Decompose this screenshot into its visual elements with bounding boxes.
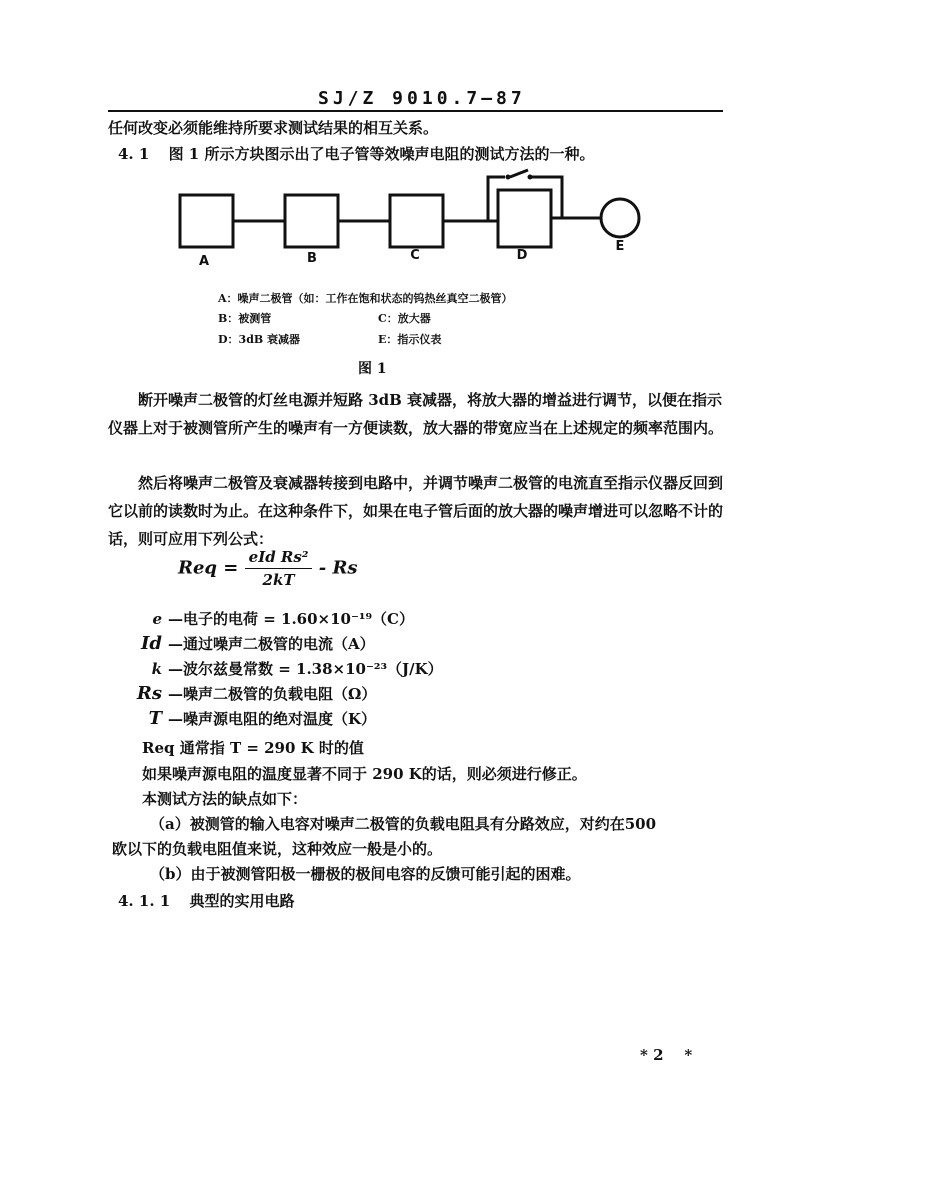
definition-row (122, 658, 443, 679)
formula (178, 548, 358, 589)
definition-symbol: Rs (136, 683, 162, 704)
switch-contact-left (506, 175, 511, 180)
block-diagram (170, 162, 650, 272)
label-d: D (516, 248, 528, 263)
section-number: 4. 1. 1 (118, 892, 171, 910)
section-4-1-1 (118, 890, 294, 911)
block-b (285, 195, 338, 247)
definition-text: —通过噪声二极管的电流（A） (168, 635, 375, 653)
drawback-b: （b）由于被测管阳极一栅极的极间电容的反馈可能引起的困难。 (150, 865, 581, 883)
formula-numerator: eId Rs² (245, 548, 313, 569)
definition-text: —波尔兹曼常数 = 1.38×10⁻²³（J/K） (168, 660, 443, 678)
temperature-note: 如果噪声源电阻的温度显著不同于 290 K的话，则必须进行修正。 (142, 765, 587, 783)
definition-symbol: k (151, 660, 162, 678)
block-d (498, 190, 551, 247)
definition-text: —电子的电荷 = 1.60×10⁻¹⁹（C） (168, 610, 414, 628)
header-rule (108, 110, 723, 112)
bypass-wire-right (532, 177, 562, 218)
legend-c: C：放大器 (378, 312, 431, 325)
formula-tail: - Rs (318, 557, 358, 579)
drawback-a-line2: 欧以下的负载电阻值来说，这种效应一般是小的。 (112, 840, 443, 858)
legend-a: A：噪声二极管（如：工作在饱和状态的钨热丝真空二极管） (218, 292, 513, 305)
definition-text: —噪声源电阻的绝对温度（K） (168, 710, 377, 728)
legend-d: D：3dB 衰减器 (218, 333, 301, 346)
paragraph-2: 然后将噪声二极管及衰减器转接到电路中，并调节噪声二极管的电流直至指示仪器反回到它以前的读数时为止。在这种条件下，如果在电子管后面的放大器的噪声增进可以忽略不计的话，则可应用下列公式： (108, 474, 724, 548)
label-e: E (615, 239, 625, 254)
paragraph-1: 断开噪声二极管的灯丝电源并短路 3dB 衰减器，将放大器的增益进行调节，以便在指示仪器上对于被测管所产生的噪声有一方便读数，放大器的带宽应当在上述规定的频率范围内。 (108, 391, 724, 437)
drawbacks-heading: 本测试方法的缺点如下： (142, 790, 308, 808)
section-text: 典型的实用电路 (189, 892, 295, 910)
section-text: 图 1 所示方块图示出了电子管等效噪声电阻的测试方法的一种。 (168, 145, 595, 163)
label-a: A (198, 254, 210, 269)
definition-symbol: T (148, 708, 162, 729)
block-a (180, 195, 233, 247)
block-c (390, 195, 443, 247)
block-e (601, 199, 639, 237)
section-4-1 (118, 143, 594, 164)
section-number: 4. 1 (118, 145, 150, 163)
definition-symbol: Id (140, 633, 162, 654)
drawback-a-line1: （a）被测管的输入电容对噪声二极管的负载电阻具有分路效应，对约在500 (150, 815, 657, 833)
formula-fraction (245, 548, 313, 589)
switch-contact-right (528, 175, 533, 180)
label-c: C (410, 248, 420, 263)
definition-symbol: e (152, 610, 162, 628)
label-b: B (307, 251, 317, 266)
formula-denominator: 2kT (262, 571, 295, 589)
legend-b: B：被测管 (218, 312, 272, 325)
req-note: Req 通常指 T = 290 K 时的值 (142, 739, 364, 757)
figure-title: 图 1 (358, 361, 387, 377)
formula-equals: = (223, 557, 239, 579)
intro-line: 任何改变必须能维持所要求测试结果的相互关系。 (108, 119, 439, 137)
definition-row (122, 683, 376, 704)
legend-e: E：指示仪表 (378, 333, 442, 346)
formula-lhs: Req (178, 557, 217, 579)
page-number: * 2 * (640, 1046, 693, 1064)
definition-row (122, 708, 376, 729)
bypass-switch (510, 170, 528, 177)
document-code: SJ/Z 9010.7—87 (318, 88, 526, 109)
definition-row (122, 633, 375, 654)
definition-row (122, 608, 414, 629)
definition-text: —噪声二极管的负载电阻（Ω） (168, 685, 377, 703)
